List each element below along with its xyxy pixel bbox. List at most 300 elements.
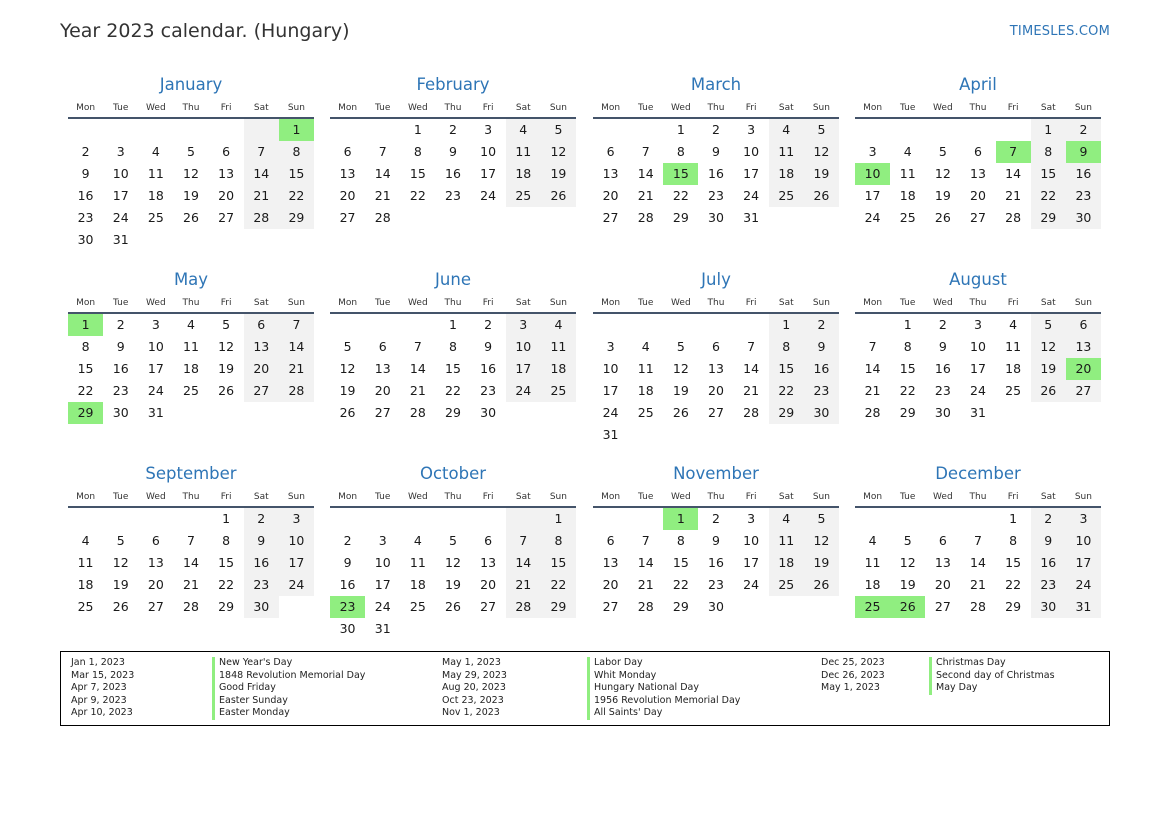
day-cell[interactable]: 8 [449,339,457,354]
day-cell[interactable]: 3 [506,314,541,336]
day-cell[interactable]: 16 [1066,163,1101,185]
day-cell[interactable]: 5 [804,119,839,141]
day-cell[interactable]: 30 [77,232,94,247]
day-cell[interactable]: 21 [506,574,541,596]
day-cell[interactable]: 10 [970,339,986,354]
day-cell[interactable]: 20 [480,577,497,592]
day-cell[interactable]: 6 [938,533,947,548]
day-cell[interactable]: 28 [1005,210,1022,225]
day-cell[interactable]: 7 [868,339,877,354]
day-cell[interactable]: 19 [218,361,235,376]
day-cell[interactable]: 30 [708,210,724,225]
day-cell[interactable]: 4 [506,119,541,141]
day-cell[interactable]: 23 [708,188,724,203]
day-cell[interactable]: 1 [1031,119,1066,141]
day-cell[interactable]: 30 [804,402,839,424]
day-cell[interactable]: 8 [676,533,685,548]
day-cell[interactable]: 1 [903,317,912,332]
day-cell[interactable]: 14 [864,361,881,376]
day-cell[interactable]: 2 [1066,119,1101,141]
day-cell[interactable]: 28 [506,596,541,618]
day-cell[interactable]: 20 [218,188,235,203]
day-cell[interactable]: 27 [970,210,986,225]
day-cell[interactable]: 8 [413,144,422,159]
day-cell[interactable]: 16 [480,361,497,376]
day-cell[interactable]: 19 [804,163,839,185]
day-cell[interactable]: 22 [77,383,94,398]
day-cell[interactable]: 22 [1031,185,1066,207]
day-cell[interactable]: 17 [147,361,164,376]
day-cell[interactable]: 28 [409,405,426,420]
day-cell[interactable]: 30 [339,621,356,636]
day-cell[interactable]: 6 [151,533,160,548]
day-cell[interactable]: 21 [743,383,760,398]
day-cell[interactable]: 26 [541,185,576,207]
day-cell[interactable]: 19 [672,383,689,398]
day-cell[interactable]: 27 [480,599,497,614]
day-cell[interactable]: 15 [1005,555,1022,570]
day-cell[interactable]: 27 [374,405,391,420]
day-cell[interactable]: 29 [899,405,916,420]
day-cell[interactable]: 17 [374,577,391,592]
day-cell[interactable]: 18 [899,188,916,203]
day-cell[interactable]: 2 [712,511,720,526]
day-cell[interactable]: 3 [484,122,493,137]
day-cell[interactable]: 7 [974,533,982,548]
day-cell[interactable]: 16 [708,166,724,181]
day-cell[interactable]: 29 [279,207,314,229]
day-cell[interactable]: 10 [855,163,890,185]
day-cell[interactable]: 8 [81,339,90,354]
day-cell[interactable]: 26 [890,596,925,618]
day-cell[interactable]: 12 [183,166,199,181]
day-cell[interactable]: 3 [1066,508,1101,530]
day-cell[interactable]: 11 [769,141,804,163]
day-cell[interactable]: 18 [409,577,426,592]
day-cell[interactable]: 15 [77,361,94,376]
day-cell[interactable]: 18 [541,358,576,380]
day-cell[interactable]: 2 [712,122,720,137]
day-cell[interactable]: 20 [602,577,619,592]
day-cell[interactable]: 20 [244,358,279,380]
day-cell[interactable]: 4 [541,314,576,336]
day-cell[interactable]: 20 [602,188,619,203]
day-cell[interactable]: 2 [449,122,457,137]
day-cell[interactable]: 16 [77,188,94,203]
day-cell[interactable]: 2 [343,533,352,548]
day-cell[interactable]: 8 [903,339,912,354]
day-cell[interactable]: 6 [222,144,231,159]
day-cell[interactable]: 12 [934,166,951,181]
day-cell[interactable]: 9 [1031,530,1066,552]
day-cell[interactable]: 23 [445,188,461,203]
day-cell[interactable]: 26 [804,185,839,207]
day-cell[interactable]: 13 [218,166,235,181]
day-cell[interactable]: 2 [244,508,279,530]
day-cell[interactable]: 29 [672,599,689,614]
day-cell[interactable]: 22 [1005,577,1022,592]
day-cell[interactable]: 27 [602,599,619,614]
day-cell[interactable]: 21 [637,577,654,592]
day-cell[interactable]: 5 [804,508,839,530]
day-cell[interactable]: 1 [413,122,422,137]
day-cell[interactable]: 14 [1005,166,1022,181]
day-cell[interactable]: 4 [81,533,90,548]
day-cell[interactable]: 1 [663,508,698,530]
day-cell[interactable]: 17 [279,552,314,574]
day-cell[interactable]: 28 [864,405,881,420]
day-cell[interactable]: 1 [541,508,576,530]
day-cell[interactable]: 6 [378,339,387,354]
day-cell[interactable]: 20 [374,383,391,398]
day-cell[interactable]: 21 [409,383,426,398]
day-cell[interactable]: 16 [1031,552,1066,574]
day-cell[interactable]: 3 [747,122,756,137]
day-cell[interactable]: 5 [938,144,947,159]
day-cell[interactable]: 12 [804,530,839,552]
day-cell[interactable]: 1 [769,314,804,336]
day-cell[interactable]: 12 [541,141,576,163]
day-cell[interactable]: 23 [708,577,724,592]
day-cell[interactable]: 19 [112,577,129,592]
day-cell[interactable]: 15 [445,361,461,376]
day-cell[interactable]: 9 [116,339,125,354]
day-cell[interactable]: 31 [147,405,164,420]
day-cell[interactable]: 7 [996,141,1031,163]
day-cell[interactable]: 10 [743,533,760,548]
day-cell[interactable]: 17 [970,361,986,376]
day-cell[interactable]: 25 [506,185,541,207]
day-cell[interactable]: 8 [1009,533,1018,548]
day-cell[interactable]: 3 [116,144,125,159]
day-cell[interactable]: 24 [112,210,129,225]
day-cell[interactable]: 25 [769,185,804,207]
day-cell[interactable]: 15 [409,166,426,181]
day-cell[interactable]: 14 [637,166,654,181]
day-cell[interactable]: 9 [938,339,947,354]
day-cell[interactable]: 16 [244,552,279,574]
day-cell[interactable]: 10 [374,555,391,570]
day-cell[interactable]: 5 [541,119,576,141]
day-cell[interactable]: 5 [1031,314,1066,336]
day-cell[interactable]: 19 [339,383,356,398]
day-cell[interactable]: 24 [864,210,881,225]
day-cell[interactable]: 11 [637,361,654,376]
day-cell[interactable]: 20 [970,188,986,203]
day-cell[interactable]: 26 [112,599,129,614]
day-cell[interactable]: 15 [1031,163,1066,185]
day-cell[interactable]: 24 [279,574,314,596]
day-cell[interactable]: 6 [1066,314,1101,336]
day-cell[interactable]: 15 [769,358,804,380]
day-cell[interactable]: 10 [112,166,129,181]
day-cell[interactable]: 6 [343,144,352,159]
day-cell[interactable]: 24 [970,383,986,398]
day-cell[interactable]: 27 [602,210,619,225]
day-cell[interactable]: 14 [743,361,760,376]
day-cell[interactable]: 5 [676,339,685,354]
day-cell[interactable]: 25 [855,596,890,618]
day-cell[interactable]: 28 [970,599,986,614]
day-cell[interactable]: 1 [676,122,685,137]
day-cell[interactable]: 14 [244,163,279,185]
day-cell[interactable]: 29 [68,402,103,424]
day-cell[interactable]: 26 [339,405,356,420]
day-cell[interactable]: 30 [244,596,279,618]
day-cell[interactable]: 18 [1005,361,1022,376]
day-cell[interactable]: 2 [1031,508,1066,530]
day-cell[interactable]: 24 [743,577,760,592]
day-cell[interactable]: 2 [804,314,839,336]
day-cell[interactable]: 26 [218,383,235,398]
day-cell[interactable]: 25 [541,380,576,402]
day-cell[interactable]: 18 [769,163,804,185]
day-cell[interactable]: 15 [541,552,576,574]
day-cell[interactable]: 3 [378,533,387,548]
day-cell[interactable]: 11 [77,555,94,570]
day-cell[interactable]: 13 [970,166,986,181]
day-cell[interactable]: 24 [1066,574,1101,596]
day-cell[interactable]: 26 [934,210,951,225]
day-cell[interactable]: 4 [1009,317,1018,332]
day-cell[interactable]: 2 [484,317,493,332]
day-cell[interactable]: 26 [183,210,199,225]
day-cell[interactable]: 9 [244,530,279,552]
day-cell[interactable]: 28 [374,210,391,225]
day-cell[interactable]: 6 [712,339,720,354]
day-cell[interactable]: 30 [708,599,724,614]
day-cell[interactable]: 8 [279,141,314,163]
day-cell[interactable]: 20 [339,188,356,203]
day-cell[interactable]: 27 [934,599,951,614]
day-cell[interactable]: 22 [445,383,461,398]
day-cell[interactable]: 29 [218,599,235,614]
day-cell[interactable]: 23 [480,383,497,398]
day-cell[interactable]: 12 [1031,336,1066,358]
day-cell[interactable]: 10 [506,336,541,358]
day-cell[interactable]: 25 [637,405,654,420]
day-cell[interactable]: 28 [244,207,279,229]
day-cell[interactable]: 17 [602,383,619,398]
day-cell[interactable]: 17 [743,166,760,181]
day-cell[interactable]: 3 [151,317,160,332]
day-cell[interactable]: 21 [183,577,199,592]
day-cell[interactable]: 7 [187,533,195,548]
day-cell[interactable]: 10 [743,144,760,159]
day-cell[interactable]: 24 [743,188,760,203]
day-cell[interactable]: 13 [374,361,391,376]
day-cell[interactable]: 9 [484,339,493,354]
day-cell[interactable]: 18 [769,552,804,574]
day-cell[interactable]: 22 [279,185,314,207]
day-cell[interactable]: 5 [187,144,195,159]
day-cell[interactable]: 26 [672,405,689,420]
day-cell[interactable]: 15 [218,555,235,570]
day-cell[interactable]: 2 [116,317,125,332]
day-cell[interactable]: 11 [506,141,541,163]
day-cell[interactable]: 15 [672,555,689,570]
day-cell[interactable]: 4 [641,339,650,354]
day-cell[interactable]: 13 [1066,336,1101,358]
day-cell[interactable]: 22 [672,188,689,203]
day-cell[interactable]: 1 [222,511,231,526]
day-cell[interactable]: 18 [183,361,199,376]
day-cell[interactable]: 25 [899,210,916,225]
day-cell[interactable]: 30 [480,405,497,420]
day-cell[interactable]: 3 [606,339,615,354]
day-cell[interactable]: 4 [769,119,804,141]
day-cell[interactable]: 23 [112,383,129,398]
day-cell[interactable]: 21 [244,185,279,207]
day-cell[interactable]: 12 [804,141,839,163]
day-cell[interactable]: 28 [183,599,199,614]
day-cell[interactable]: 15 [279,163,314,185]
day-cell[interactable]: 26 [445,599,461,614]
day-cell[interactable]: 6 [606,533,615,548]
day-cell[interactable]: 25 [183,383,199,398]
day-cell[interactable]: 15 [899,361,916,376]
day-cell[interactable]: 14 [374,166,391,181]
day-cell[interactable]: 11 [899,166,916,181]
day-cell[interactable]: 14 [506,552,541,574]
day-cell[interactable]: 4 [903,144,912,159]
day-cell[interactable]: 30 [934,405,951,420]
day-cell[interactable]: 10 [1066,530,1101,552]
day-cell[interactable]: 25 [409,599,426,614]
day-cell[interactable]: 4 [769,508,804,530]
day-cell[interactable]: 17 [743,555,760,570]
day-cell[interactable]: 11 [183,339,199,354]
day-cell[interactable]: 19 [445,577,461,592]
day-cell[interactable]: 1 [68,314,103,336]
day-cell[interactable]: 20 [1066,358,1101,380]
day-cell[interactable]: 10 [279,530,314,552]
day-cell[interactable]: 2 [81,144,90,159]
day-cell[interactable]: 8 [1031,141,1066,163]
day-cell[interactable]: 8 [676,144,685,159]
day-cell[interactable]: 3 [974,317,982,332]
day-cell[interactable]: 13 [480,555,497,570]
day-cell[interactable]: 1 [279,119,314,141]
day-cell[interactable]: 1 [449,317,457,332]
day-cell[interactable]: 25 [147,210,164,225]
day-cell[interactable]: 15 [663,163,698,185]
day-cell[interactable]: 13 [602,166,619,181]
day-cell[interactable]: 21 [374,188,391,203]
day-cell[interactable]: 25 [1005,383,1022,398]
day-cell[interactable]: 9 [712,144,720,159]
day-cell[interactable]: 9 [343,555,352,570]
day-cell[interactable]: 17 [506,358,541,380]
site-link[interactable]: TIMESLES.COM [1009,24,1110,39]
day-cell[interactable]: 29 [445,405,461,420]
day-cell[interactable]: 29 [672,210,689,225]
day-cell[interactable]: 9 [449,144,457,159]
day-cell[interactable]: 9 [1066,141,1101,163]
day-cell[interactable]: 25 [769,574,804,596]
day-cell[interactable]: 16 [445,166,461,181]
day-cell[interactable]: 25 [77,599,94,614]
day-cell[interactable]: 16 [934,361,951,376]
day-cell[interactable]: 21 [637,188,654,203]
day-cell[interactable]: 28 [743,405,760,420]
day-cell[interactable]: 28 [637,210,654,225]
day-cell[interactable]: 5 [903,533,912,548]
day-cell[interactable]: 10 [147,339,164,354]
day-cell[interactable]: 31 [602,427,619,442]
day-cell[interactable]: 11 [147,166,164,181]
day-cell[interactable]: 27 [244,380,279,402]
day-cell[interactable]: 14 [409,361,426,376]
day-cell[interactable]: 10 [480,144,497,159]
day-cell[interactable]: 11 [409,555,426,570]
day-cell[interactable]: 11 [541,336,576,358]
day-cell[interactable]: 6 [244,314,279,336]
day-cell[interactable]: 27 [1066,380,1101,402]
day-cell[interactable]: 22 [769,380,804,402]
day-cell[interactable]: 31 [112,232,129,247]
day-cell[interactable]: 26 [1031,380,1066,402]
day-cell[interactable]: 6 [484,533,493,548]
day-cell[interactable]: 1 [1009,511,1018,526]
day-cell[interactable]: 16 [708,555,724,570]
day-cell[interactable]: 21 [1005,188,1022,203]
day-cell[interactable]: 31 [374,621,391,636]
day-cell[interactable]: 11 [1005,339,1022,354]
day-cell[interactable]: 14 [183,555,199,570]
day-cell[interactable]: 11 [864,555,881,570]
day-cell[interactable]: 19 [899,577,916,592]
day-cell[interactable]: 4 [868,533,877,548]
day-cell[interactable]: 31 [970,405,986,420]
day-cell[interactable]: 26 [804,574,839,596]
day-cell[interactable]: 12 [218,339,235,354]
day-cell[interactable]: 27 [339,210,356,225]
day-cell[interactable]: 7 [279,314,314,336]
day-cell[interactable]: 17 [480,166,497,181]
day-cell[interactable]: 29 [769,402,804,424]
day-cell[interactable]: 18 [506,163,541,185]
day-cell[interactable]: 4 [151,144,160,159]
day-cell[interactable]: 13 [147,555,164,570]
day-cell[interactable]: 7 [378,144,387,159]
day-cell[interactable]: 19 [934,188,951,203]
day-cell[interactable]: 8 [541,530,576,552]
day-cell[interactable]: 27 [147,599,164,614]
day-cell[interactable]: 22 [899,383,916,398]
day-cell[interactable]: 18 [147,188,164,203]
day-cell[interactable]: 28 [279,380,314,402]
day-cell[interactable]: 14 [970,555,986,570]
day-cell[interactable]: 31 [743,210,760,225]
day-cell[interactable]: 29 [541,596,576,618]
day-cell[interactable]: 24 [602,405,619,420]
day-cell[interactable]: 8 [769,336,804,358]
day-cell[interactable]: 31 [1066,596,1101,618]
day-cell[interactable]: 19 [804,552,839,574]
day-cell[interactable]: 12 [112,555,129,570]
day-cell[interactable]: 13 [708,361,724,376]
day-cell[interactable]: 24 [480,188,497,203]
day-cell[interactable]: 7 [413,339,422,354]
day-cell[interactable]: 23 [330,596,365,618]
day-cell[interactable]: 23 [804,380,839,402]
day-cell[interactable]: 17 [112,188,129,203]
day-cell[interactable]: 18 [637,383,654,398]
day-cell[interactable]: 27 [218,210,235,225]
day-cell[interactable]: 11 [769,530,804,552]
day-cell[interactable]: 8 [222,533,231,548]
